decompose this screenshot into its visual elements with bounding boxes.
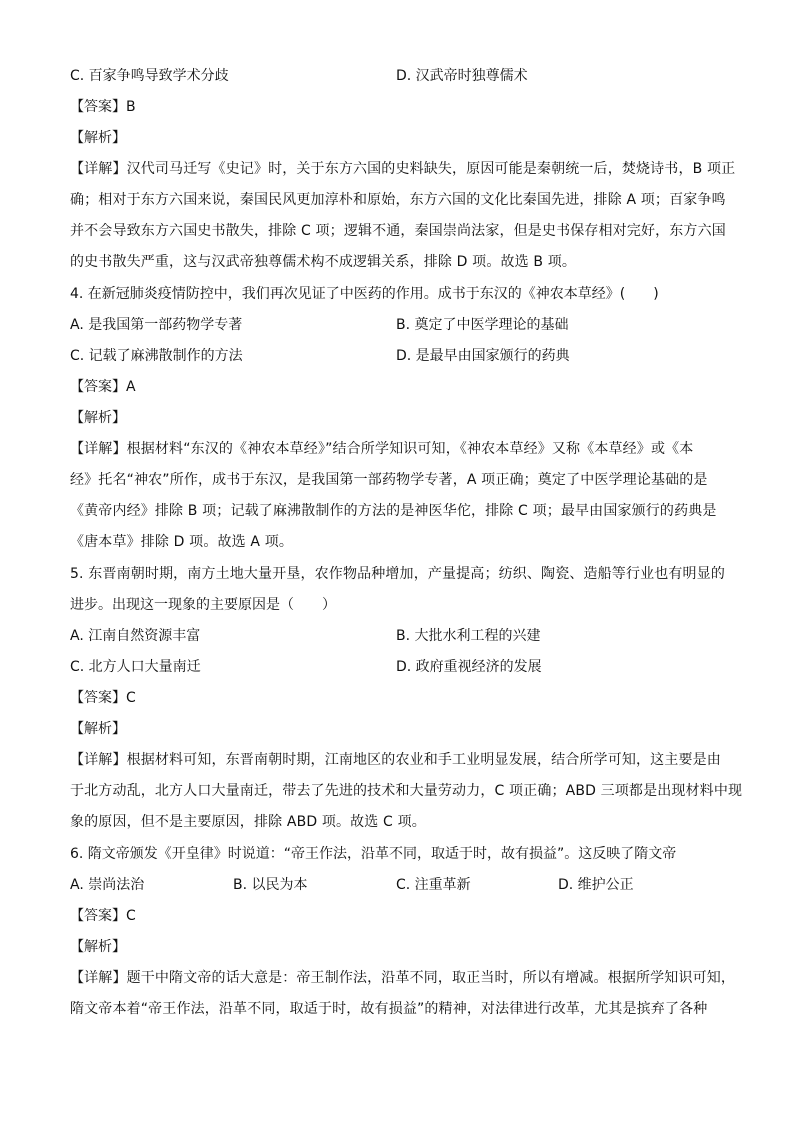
q5-answer: 【答案】C bbox=[70, 690, 136, 706]
q4-option-d: D. 是最早由国家颁行的药典 bbox=[396, 348, 570, 364]
q6-option-d: D. 维护公正 bbox=[558, 877, 634, 893]
q3-option-c: C. 百家争鸣导致学术分歧 bbox=[70, 68, 229, 84]
q5-analysis-label: 【解析】 bbox=[70, 721, 126, 737]
q4-stem: 4. 在新冠肺炎疫情防控中，我们再次见证了中医药的作用。成书于东汉的《神农本草经》( ) bbox=[70, 286, 659, 302]
q5-option-c: C. 北方人口大量南迁 bbox=[70, 659, 201, 675]
q5-detail-line: 象的原因，但不是主要原因，排除 ABD 项。故选 C 项。 bbox=[70, 814, 426, 830]
q3-detail-line: 【详解】汉代司马迁写《史记》时，关于东方六国的史料缺失，原因可能是秦朝统一后，焚烧诗书，B 项正 bbox=[70, 161, 736, 177]
q5-option-b: B. 大批水利工程的兴建 bbox=[396, 628, 541, 644]
q3-detail-line: 并不会导致东方六国史书散失，排除 C 项；逻辑不通，秦国崇尚法家，但是史书保存相对完好，东方六国 bbox=[70, 223, 726, 239]
q3-detail-line: 的史书散失严重，这与汉武帝独尊儒术构不成逻辑关系，排除 D 项。故选 B 项。 bbox=[70, 254, 577, 270]
q4-answer: 【答案】A bbox=[70, 379, 136, 395]
q4-analysis-label: 【解析】 bbox=[70, 410, 126, 426]
q4-option-a: A. 是我国第一部药物学专著 bbox=[70, 317, 243, 333]
q6-option-a: A. 崇尚法治 bbox=[70, 877, 145, 893]
q3-option-d: D. 汉武帝时独尊儒术 bbox=[396, 68, 528, 84]
q3-answer: 【答案】B bbox=[70, 99, 136, 115]
q6-option-b: B. 以民为本 bbox=[233, 877, 308, 893]
q3-detail-line: 确；相对于东方六国来说，秦国民风更加淳朴和原始，东方六国的文化比秦国先进，排除 A 项；百家争鸣 bbox=[70, 192, 726, 208]
q5-detail-line: 【详解】根据材料可知，东晋南朝时期，江南地区的农业和手工业明显发展，结合所学可知，这主要是由 bbox=[70, 752, 721, 768]
q6-analysis-label: 【解析】 bbox=[70, 939, 126, 955]
q4-detail-line: 《唐本草》排除 D 项。故选 A 项。 bbox=[70, 534, 294, 550]
q5-stem-line: 5. 东晋南朝时期，南方土地大量开垦，农作物品种增加，产量提高；纺织、陶瓷、造船等行业也有明显的 bbox=[70, 566, 726, 582]
q5-option-a: A. 江南自然资源丰富 bbox=[70, 628, 201, 644]
q4-detail-line: 《黄帝内经》排除 B 项；记载了麻沸散制作的方法的是神医华佗，排除 C 项；最早由国家颁行的药典是 bbox=[70, 503, 717, 519]
q6-stem: 6. 隋文帝颁发《开皇律》时说道：“帝王作法，沿革不同，取适于时，故有损益”。这反映了隋文帝 bbox=[70, 846, 677, 862]
q6-detail-line: 隋文帝本着“帝王作法，沿革不同，取适于时，故有损益”的精神，对法律进行改革，尤其是摈弃了各种 bbox=[70, 1001, 708, 1017]
q6-detail-line: 【详解】题干中隋文帝的话大意是：帝王制作法，沿革不同，取正当时，所以有增减。根据所学知识可知， bbox=[70, 970, 736, 986]
q4-detail-line: 【详解】根据材料“东汉的《神农本草经》”结合所学知识可知，《神农本草经》又称《本草经》或《本 bbox=[70, 441, 694, 457]
q6-option-c: C. 注重革新 bbox=[396, 877, 471, 893]
q6-answer: 【答案】C bbox=[70, 908, 136, 924]
q5-stem-line: 进步。出现这一现象的主要原因是（ ） bbox=[70, 597, 336, 613]
q3-analysis-label: 【解析】 bbox=[70, 130, 126, 146]
q4-option-b: B. 奠定了中医学理论的基础 bbox=[396, 317, 569, 333]
q4-option-c: C. 记载了麻沸散制作的方法 bbox=[70, 348, 243, 364]
q4-detail-line: 经》托名“神农”所作，成书于东汉，是我国第一部药物学专著，A 项正确；奠定了中医学理论基础的是 bbox=[70, 472, 708, 488]
q5-option-d: D. 政府重视经济的发展 bbox=[396, 659, 542, 675]
q5-detail-line: 于北方动乱，北方人口大量南迁，带去了先进的技术和大量劳动力，C 项正确；ABD 三项都是出现材料中现 bbox=[70, 783, 743, 799]
